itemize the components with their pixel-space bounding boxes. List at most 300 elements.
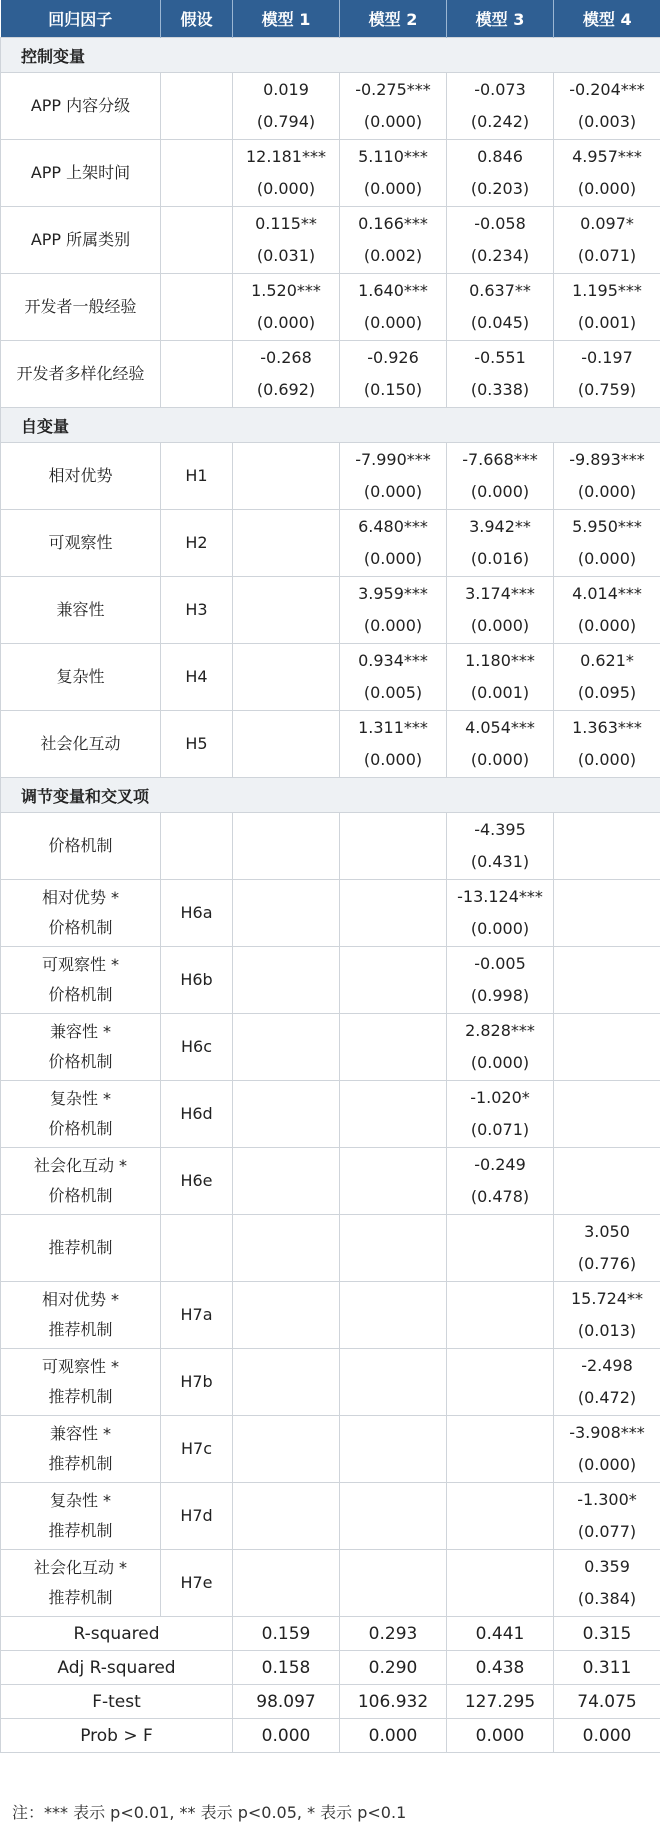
model-3-cell <box>447 1081 554 1148</box>
factor-name-line: 兼容性 <box>56 600 105 619</box>
coefficient: 3.050 <box>584 1222 630 1241</box>
section-row <box>1 778 660 813</box>
table-row <box>1 1148 660 1215</box>
section-row <box>1 38 660 73</box>
model-4-cell <box>554 1550 660 1617</box>
model-2-cell <box>340 947 447 1014</box>
coefficient: 0.359 <box>584 1557 630 1576</box>
model-4-cell <box>554 813 660 880</box>
table-row <box>1 274 660 341</box>
factor-name-line: APP 所属类别 <box>30 230 131 249</box>
section-title: 控制变量 <box>1 38 660 73</box>
model-4-cell <box>554 1014 660 1081</box>
hypothesis-cell <box>161 274 233 341</box>
coefficient: 0.621* <box>580 651 634 670</box>
coefficient: 0.115** <box>255 214 317 233</box>
hypothesis-cell <box>161 73 233 140</box>
factor-name <box>1 1014 161 1081</box>
model-1-cell <box>233 1215 340 1282</box>
model-2-cell <box>340 443 447 510</box>
p-value: (0.000) <box>577 179 637 198</box>
stat-value-model-4: 0.311 <box>554 1651 660 1685</box>
model-3-cell <box>447 510 554 577</box>
model-3-cell <box>447 207 554 274</box>
stat-value-model-2: 0.293 <box>340 1617 447 1651</box>
model-2-cell <box>340 813 447 880</box>
coefficient: -7.668*** <box>462 450 538 469</box>
model-3-cell <box>447 1550 554 1617</box>
model-4-cell <box>554 880 660 947</box>
model-4-cell <box>554 1081 660 1148</box>
model-2-cell <box>340 711 447 778</box>
hypothesis-cell: H6b <box>161 947 233 1014</box>
model-1-cell <box>233 73 340 140</box>
table-row <box>1 947 660 1014</box>
p-value: (0.000) <box>470 616 530 635</box>
p-value: (0.003) <box>577 112 637 131</box>
model-1-cell <box>233 711 340 778</box>
model-1-cell <box>233 207 340 274</box>
coefficient: 3.174*** <box>465 584 535 603</box>
factor-name-line: 可观察性 * <box>41 955 120 974</box>
coefficient: 2.828*** <box>465 1021 535 1040</box>
p-value: (0.013) <box>577 1321 637 1340</box>
model-3-cell <box>447 274 554 341</box>
model-2-cell <box>340 274 447 341</box>
p-value: (0.000) <box>363 112 423 131</box>
model-1-cell <box>233 140 340 207</box>
model-4-cell <box>554 1483 660 1550</box>
factor-name <box>1 274 161 341</box>
factor-name-line: APP 内容分级 <box>30 96 131 115</box>
model-1-cell <box>233 1282 340 1349</box>
table-row <box>1 207 660 274</box>
model-4-cell <box>554 644 660 711</box>
model-2-cell <box>340 341 447 408</box>
model-2-cell <box>340 1282 447 1349</box>
factor-name-line: 推荐机制 <box>48 1454 113 1473</box>
hypothesis-cell <box>161 1215 233 1282</box>
model-2-cell <box>340 140 447 207</box>
factor-name-line: 开发者多样化经验 <box>16 364 145 383</box>
table-row <box>1 443 660 510</box>
coefficient: 5.950*** <box>572 517 642 536</box>
model-3-cell <box>447 813 554 880</box>
model-2-cell <box>340 73 447 140</box>
model-2-cell <box>340 1014 447 1081</box>
model-3-cell <box>447 1483 554 1550</box>
stat-value-model-2: 106.932 <box>340 1685 447 1719</box>
model-1-cell <box>233 947 340 1014</box>
model-4-cell <box>554 1215 660 1282</box>
p-value: (0.071) <box>577 246 637 265</box>
model-2-cell <box>340 1215 447 1282</box>
coefficient: 0.846 <box>477 147 523 166</box>
factor-name-line: 社会化互动 * <box>33 1558 128 1577</box>
factor-name-line: 复杂性 * <box>49 1089 112 1108</box>
model-4-cell <box>554 711 660 778</box>
p-value: (0.000) <box>577 616 637 635</box>
hypothesis-cell: H6e <box>161 1148 233 1215</box>
coefficient: 1.520*** <box>251 281 321 300</box>
hypothesis-cell <box>161 341 233 408</box>
p-value: (0.002) <box>363 246 423 265</box>
coefficient: 3.959*** <box>358 584 428 603</box>
p-value: (0.071) <box>470 1120 530 1139</box>
factor-name-line: 推荐机制 <box>48 1238 113 1257</box>
p-value: (0.478) <box>470 1187 530 1206</box>
factor-name <box>1 1550 161 1617</box>
section-title: 自变量 <box>1 408 660 443</box>
coefficient: 4.014*** <box>572 584 642 603</box>
stat-value-model-1: 0.000 <box>233 1719 340 1753</box>
p-value: (0.005) <box>363 683 423 702</box>
model-3-cell <box>447 1215 554 1282</box>
stat-value-model-1: 0.158 <box>233 1651 340 1685</box>
coefficient: -0.073 <box>474 80 526 99</box>
table-body <box>1 38 660 1753</box>
model-2-cell <box>340 1483 447 1550</box>
p-value: (0.472) <box>577 1388 637 1407</box>
stat-value-model-3: 127.295 <box>447 1685 554 1719</box>
table-row <box>1 1550 660 1617</box>
section-row <box>1 408 660 443</box>
factor-name-line: 社会化互动 <box>40 734 121 753</box>
model-2-cell <box>340 880 447 947</box>
factor-name <box>1 947 161 1014</box>
model-4-cell <box>554 341 660 408</box>
hypothesis-cell: H6a <box>161 880 233 947</box>
table-row <box>1 1081 660 1148</box>
stat-value-model-3: 0.000 <box>447 1719 554 1753</box>
factor-name-line: 相对优势 <box>48 466 113 485</box>
stat-row <box>1 1617 660 1651</box>
factor-name-line: 推荐机制 <box>48 1387 113 1406</box>
factor-name <box>1 207 161 274</box>
p-value: (0.384) <box>577 1589 637 1608</box>
p-value: (0.000) <box>470 482 530 501</box>
footnote: 注：*** 表示 p<0.01, ** 表示 p<0.05, * 表示 p<0.1 <box>12 1803 407 1822</box>
model-1-cell <box>233 577 340 644</box>
hypothesis-cell: H4 <box>161 644 233 711</box>
model-3-cell <box>447 1349 554 1416</box>
table-row <box>1 73 660 140</box>
header-model-2: 模型 2 <box>340 0 447 38</box>
table-header-row <box>1 0 660 38</box>
model-1-cell <box>233 1550 340 1617</box>
stat-value-model-4: 74.075 <box>554 1685 660 1719</box>
factor-name <box>1 711 161 778</box>
coefficient: -4.395 <box>474 820 526 839</box>
stat-value-model-3: 0.441 <box>447 1617 554 1651</box>
model-4-cell <box>554 443 660 510</box>
model-3-cell <box>447 880 554 947</box>
coefficient: 0.637** <box>469 281 531 300</box>
coefficient: 0.019 <box>263 80 309 99</box>
coefficient: 0.934*** <box>358 651 428 670</box>
factor-name-line: 可观察性 * <box>41 1357 120 1376</box>
factor-name <box>1 443 161 510</box>
p-value: (0.000) <box>470 919 530 938</box>
p-value: (0.000) <box>363 313 423 332</box>
factor-name-line: 价格机制 <box>48 918 113 937</box>
p-value: (0.016) <box>470 549 530 568</box>
p-value: (0.338) <box>470 380 530 399</box>
model-3-cell <box>447 711 554 778</box>
stat-name: F-test <box>1 1685 233 1719</box>
header-model-1: 模型 1 <box>233 0 340 38</box>
factor-name-line: 相对优势 * <box>41 888 120 907</box>
model-4-cell <box>554 140 660 207</box>
model-4-cell <box>554 1282 660 1349</box>
model-1-cell <box>233 510 340 577</box>
stat-value-model-1: 0.159 <box>233 1617 340 1651</box>
model-4-cell <box>554 510 660 577</box>
factor-name-line: 价格机制 <box>48 1186 113 1205</box>
stat-value-model-2: 0.000 <box>340 1719 447 1753</box>
model-2-cell <box>340 510 447 577</box>
p-value: (0.045) <box>470 313 530 332</box>
factor-name <box>1 1349 161 1416</box>
p-value: (0.000) <box>256 313 316 332</box>
model-2-cell <box>340 644 447 711</box>
p-value: (0.000) <box>256 179 316 198</box>
coefficient: 1.363*** <box>572 718 642 737</box>
header-model-4: 模型 4 <box>554 0 660 38</box>
table-row <box>1 577 660 644</box>
coefficient: 1.311*** <box>358 718 428 737</box>
model-4-cell <box>554 1416 660 1483</box>
p-value: (0.000) <box>577 549 637 568</box>
p-value: (0.000) <box>470 1053 530 1072</box>
coefficient: -0.551 <box>474 348 526 367</box>
model-4-cell <box>554 73 660 140</box>
coefficient: 6.480*** <box>358 517 428 536</box>
stat-value-model-2: 0.290 <box>340 1651 447 1685</box>
p-value: (0.095) <box>577 683 637 702</box>
p-value: (0.794) <box>256 112 316 131</box>
factor-name <box>1 1148 161 1215</box>
stat-name: R-squared <box>1 1617 233 1651</box>
p-value: (0.001) <box>470 683 530 702</box>
factor-name <box>1 813 161 880</box>
p-value: (0.000) <box>577 750 637 769</box>
factor-name <box>1 644 161 711</box>
coefficient: 1.640*** <box>358 281 428 300</box>
factor-name-line: 推荐机制 <box>48 1521 113 1540</box>
factor-name-line: 价格机制 <box>48 985 113 1004</box>
coefficient: -0.275*** <box>355 80 431 99</box>
table-row <box>1 1215 660 1282</box>
coefficient: -0.005 <box>474 954 526 973</box>
table-row <box>1 1282 660 1349</box>
factor-name <box>1 1416 161 1483</box>
p-value: (0.234) <box>470 246 530 265</box>
model-3-cell <box>447 1282 554 1349</box>
table-row <box>1 1014 660 1081</box>
coefficient: 12.181*** <box>246 147 326 166</box>
factor-name <box>1 577 161 644</box>
p-value: (0.759) <box>577 380 637 399</box>
table-row <box>1 711 660 778</box>
p-value: (0.998) <box>470 986 530 1005</box>
hypothesis-cell: H7c <box>161 1416 233 1483</box>
factor-name-line: 复杂性 <box>56 667 105 686</box>
hypothesis-cell <box>161 140 233 207</box>
model-1-cell <box>233 1483 340 1550</box>
coefficient: -3.908*** <box>569 1423 645 1442</box>
factor-name <box>1 1483 161 1550</box>
hypothesis-cell: H7b <box>161 1349 233 1416</box>
model-1-cell <box>233 1349 340 1416</box>
p-value: (0.000) <box>363 549 423 568</box>
model-1-cell <box>233 341 340 408</box>
model-3-cell <box>447 73 554 140</box>
p-value: (0.150) <box>363 380 423 399</box>
model-1-cell <box>233 274 340 341</box>
coefficient: 4.957*** <box>572 147 642 166</box>
factor-name-line: 开发者一般经验 <box>24 297 137 316</box>
model-2-cell <box>340 207 447 274</box>
table-row <box>1 644 660 711</box>
section-title: 调节变量和交叉项 <box>1 778 660 813</box>
stat-row <box>1 1651 660 1685</box>
factor-name <box>1 510 161 577</box>
model-1-cell <box>233 880 340 947</box>
p-value: (0.031) <box>256 246 316 265</box>
table-row <box>1 341 660 408</box>
table-row <box>1 1349 660 1416</box>
p-value: (0.692) <box>256 380 316 399</box>
table-row <box>1 880 660 947</box>
factor-name-line: 价格机制 <box>48 1119 113 1138</box>
p-value: (0.001) <box>577 313 637 332</box>
stat-value-model-4: 0.315 <box>554 1617 660 1651</box>
p-value: (0.000) <box>470 750 530 769</box>
hypothesis-cell: H1 <box>161 443 233 510</box>
coefficient: -2.498 <box>581 1356 633 1375</box>
model-1-cell <box>233 1014 340 1081</box>
model-3-cell <box>447 577 554 644</box>
factor-name <box>1 880 161 947</box>
factor-name <box>1 140 161 207</box>
factor-name <box>1 1081 161 1148</box>
p-value: (0.000) <box>577 482 637 501</box>
factor-name-line: 兼容性 * <box>49 1022 112 1041</box>
model-4-cell <box>554 577 660 644</box>
hypothesis-cell: H7e <box>161 1550 233 1617</box>
model-4-cell <box>554 274 660 341</box>
model-3-cell <box>447 644 554 711</box>
p-value: (0.077) <box>577 1522 637 1541</box>
stat-name: Prob > F <box>1 1719 233 1753</box>
coefficient: -0.197 <box>581 348 633 367</box>
header-hypothesis: 假设 <box>161 0 233 38</box>
factor-name <box>1 73 161 140</box>
factor-name <box>1 1282 161 1349</box>
coefficient: -0.058 <box>474 214 526 233</box>
hypothesis-cell: H7a <box>161 1282 233 1349</box>
model-1-cell <box>233 1081 340 1148</box>
p-value: (0.000) <box>363 179 423 198</box>
coefficient: 1.195*** <box>572 281 642 300</box>
model-2-cell <box>340 577 447 644</box>
p-value: (0.000) <box>363 750 423 769</box>
p-value: (0.242) <box>470 112 530 131</box>
factor-name-line: 可观察性 <box>48 533 113 552</box>
coefficient: 4.054*** <box>465 718 535 737</box>
coefficient: -0.268 <box>260 348 312 367</box>
coefficient: -13.124*** <box>457 887 543 906</box>
model-3-cell <box>447 140 554 207</box>
p-value: (0.431) <box>470 852 530 871</box>
model-4-cell <box>554 1148 660 1215</box>
coefficient: -7.990*** <box>355 450 431 469</box>
model-3-cell <box>447 1148 554 1215</box>
factor-name-line: 价格机制 <box>48 836 113 855</box>
table-row <box>1 140 660 207</box>
model-3-cell <box>447 947 554 1014</box>
coefficient: 0.166*** <box>358 214 428 233</box>
model-2-cell <box>340 1148 447 1215</box>
model-3-cell <box>447 1416 554 1483</box>
hypothesis-cell <box>161 813 233 880</box>
stat-value-model-1: 98.097 <box>233 1685 340 1719</box>
p-value: (0.000) <box>363 616 423 635</box>
factor-name-line: 社会化互动 * <box>33 1156 128 1175</box>
model-3-cell <box>447 1014 554 1081</box>
hypothesis-cell: H7d <box>161 1483 233 1550</box>
factor-name <box>1 1215 161 1282</box>
table-row <box>1 510 660 577</box>
factor-name <box>1 341 161 408</box>
hypothesis-cell: H6d <box>161 1081 233 1148</box>
stat-value-model-4: 0.000 <box>554 1719 660 1753</box>
p-value: (0.203) <box>470 179 530 198</box>
coefficient: -0.926 <box>367 348 419 367</box>
coefficient: 15.724** <box>571 1289 643 1308</box>
model-1-cell <box>233 443 340 510</box>
model-4-cell <box>554 1349 660 1416</box>
coefficient: 1.180*** <box>465 651 535 670</box>
hypothesis-cell: H3 <box>161 577 233 644</box>
model-1-cell <box>233 1416 340 1483</box>
coefficient: -0.249 <box>474 1155 526 1174</box>
coefficient: -0.204*** <box>569 80 645 99</box>
stat-value-model-3: 0.438 <box>447 1651 554 1685</box>
model-2-cell <box>340 1550 447 1617</box>
header-factor: 回归因子 <box>1 0 161 38</box>
coefficient: -1.020* <box>470 1088 530 1107</box>
model-3-cell <box>447 443 554 510</box>
model-4-cell <box>554 947 660 1014</box>
factor-name-line: 相对优势 * <box>41 1290 120 1309</box>
model-1-cell <box>233 813 340 880</box>
stat-row <box>1 1685 660 1719</box>
stat-row <box>1 1719 660 1753</box>
model-1-cell <box>233 644 340 711</box>
coefficient: 5.110*** <box>358 147 428 166</box>
factor-name-line: 兼容性 * <box>49 1424 112 1443</box>
p-value: (0.000) <box>577 1455 637 1474</box>
hypothesis-cell: H2 <box>161 510 233 577</box>
factor-name-line: 推荐机制 <box>48 1320 113 1339</box>
model-2-cell <box>340 1081 447 1148</box>
p-value: (0.000) <box>363 482 423 501</box>
coefficient: 3.942** <box>469 517 531 536</box>
model-4-cell <box>554 207 660 274</box>
table-row <box>1 1483 660 1550</box>
